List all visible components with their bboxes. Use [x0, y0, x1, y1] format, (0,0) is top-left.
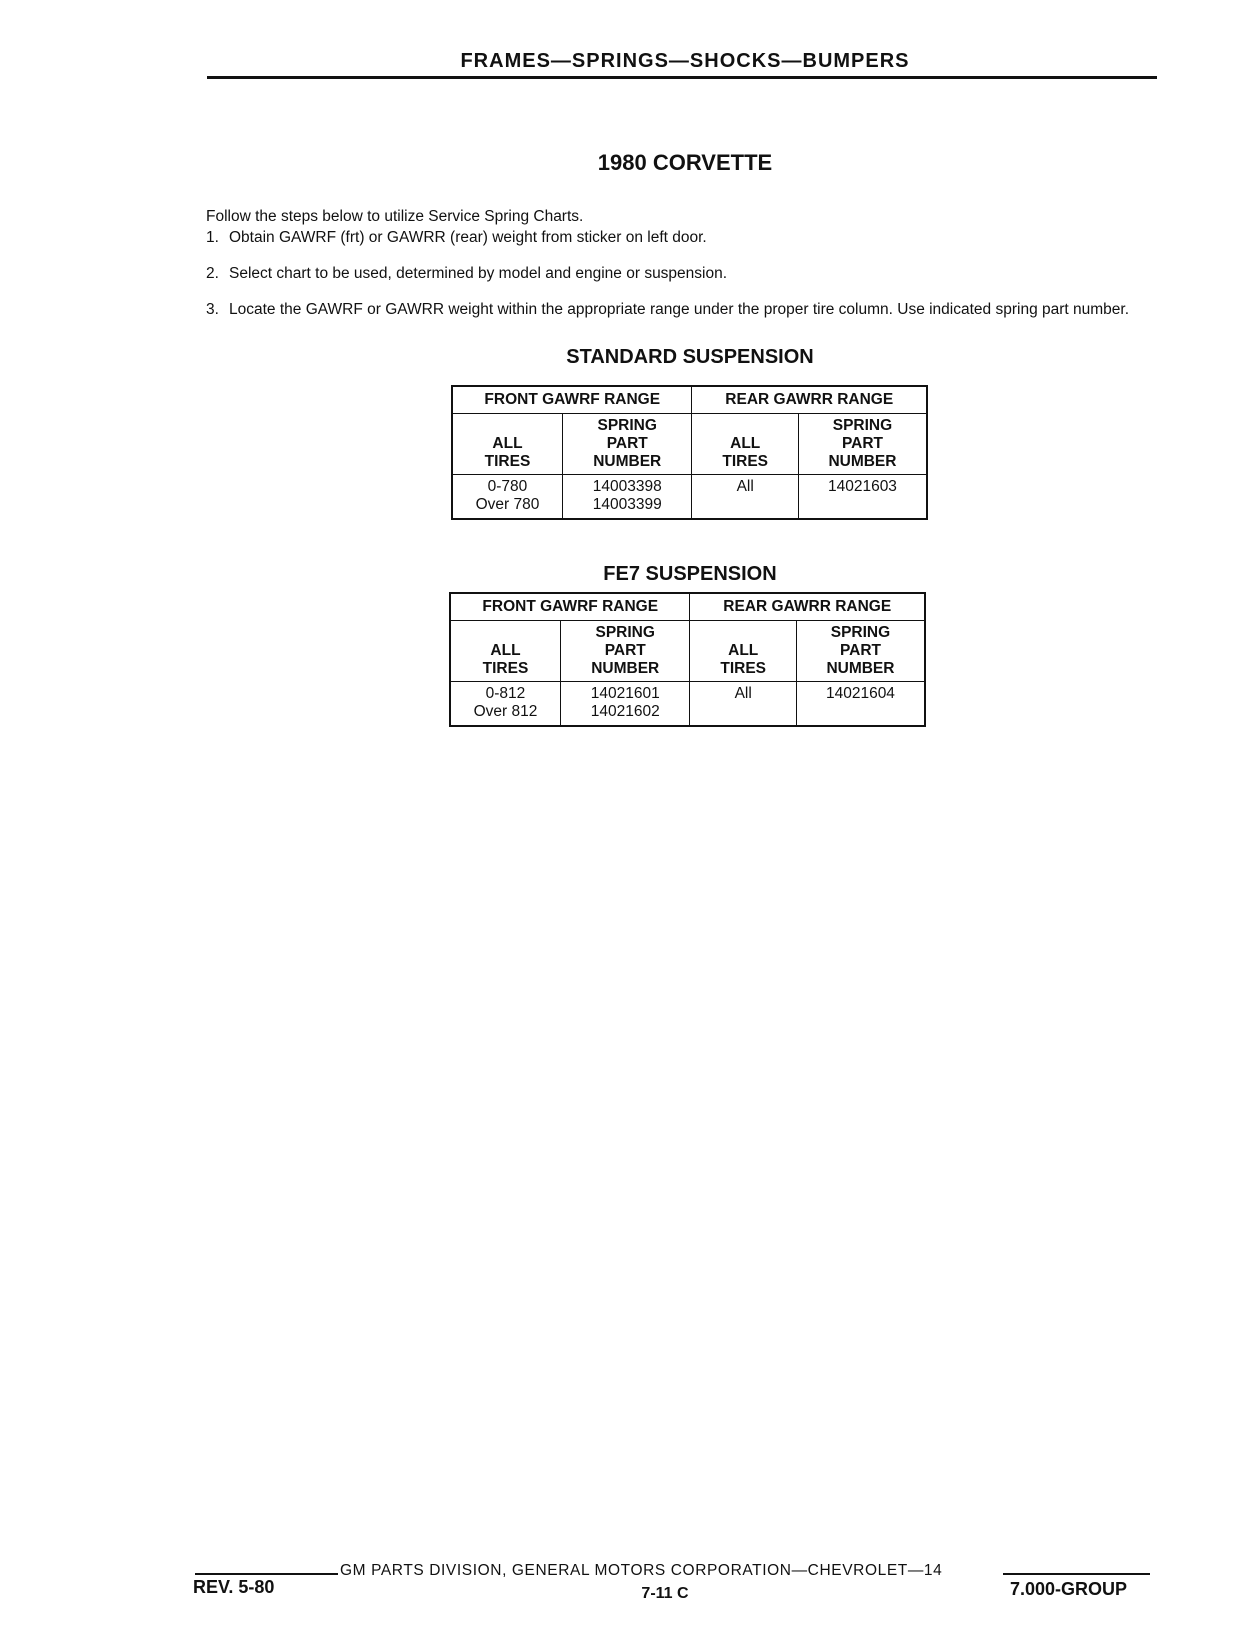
header-line: NUMBER [828, 453, 897, 470]
front-tires-header [450, 621, 560, 682]
step-number: 1. [206, 229, 219, 246]
front-range-cell [452, 475, 562, 520]
header-line: ALL [728, 642, 759, 659]
rear-part-header [798, 414, 927, 475]
range-value: 0-812 [485, 685, 526, 702]
header-line: TIRES [484, 453, 531, 470]
front-part-header [562, 414, 692, 475]
header-line: PART [839, 642, 881, 659]
rear-part-cell [798, 475, 927, 520]
standard-suspension-table [451, 385, 928, 520]
front-part-cell [562, 475, 692, 520]
header-line: PART [604, 642, 646, 659]
front-tires-header [452, 414, 562, 475]
rear-range-cell [692, 475, 798, 520]
header-line: TIRES [482, 660, 529, 677]
front-range-header: FRONT GAWRF RANGE [452, 386, 692, 414]
range-value: Over 780 [475, 496, 540, 513]
range-value: Over 812 [473, 703, 538, 720]
header-line: SPRING [595, 624, 655, 641]
part-number: 14003399 [592, 496, 662, 513]
rear-part-header [796, 621, 925, 682]
header-line: NUMBER [593, 453, 662, 470]
header-line: TIRES [722, 453, 769, 470]
part-number: 14021601 [590, 685, 660, 702]
footer-rule-left [195, 1573, 338, 1575]
header-line: SPRING [830, 624, 891, 641]
step-text: Select chart to be used, determined by model and engine or suspension. [229, 265, 728, 282]
header-line: PART [606, 435, 648, 452]
footer-rule-right [1003, 1573, 1150, 1575]
rear-part-cell [796, 682, 925, 727]
range-value: All [734, 685, 752, 702]
fe7-suspension-table [449, 592, 926, 727]
header-line: ALL [490, 642, 521, 659]
step-2 [206, 265, 1166, 283]
footer-group: 7.000-GROUP [1010, 1579, 1128, 1599]
step-3 [206, 301, 1166, 319]
range-value: All [736, 478, 754, 495]
part-number: 14003398 [592, 478, 662, 495]
range-value: 0-780 [487, 478, 528, 495]
rear-tires-header [692, 414, 798, 475]
header-line: SPRING [832, 417, 893, 434]
header-line: ALL [730, 435, 761, 452]
front-part-header [560, 621, 690, 682]
step-text: Obtain GAWRF (frt) or GAWRR (rear) weight from sticker on left door. [229, 229, 707, 246]
front-part-cell [560, 682, 690, 727]
footer-page-number: 7-11 C [641, 1585, 689, 1602]
header-rule [207, 76, 1157, 79]
footer-revision: REV. 5-80 [193, 1577, 275, 1597]
part-number: 14021602 [590, 703, 660, 720]
rear-range-cell [690, 682, 796, 727]
front-range-cell [450, 682, 560, 727]
rear-range-header: REAR GAWRR RANGE [692, 386, 927, 414]
step-text: Locate the GAWRF or GAWRR weight within the appropriate range under the proper tire column. Use indicated spring part number. [229, 301, 1130, 318]
step-number: 3. [206, 301, 219, 318]
footer-publisher: GM PARTS DIVISION, GENERAL MOTORS CORPORATION—CHEVROLET—14 [340, 1562, 943, 1579]
part-number: 14021604 [825, 685, 895, 702]
step-1 [206, 229, 1166, 247]
intro-text: Follow the steps below to utilize Service Spring Charts. [206, 208, 584, 225]
rear-range-header: REAR GAWRR RANGE [690, 593, 925, 621]
part-number: 14021603 [827, 478, 897, 495]
page-title: 1980 CORVETTE [597, 150, 773, 175]
header-line: NUMBER [826, 660, 895, 677]
front-range-header: FRONT GAWRF RANGE [450, 593, 690, 621]
rear-tires-header [690, 621, 796, 682]
step-number: 2. [206, 265, 219, 282]
header-line: ALL [492, 435, 523, 452]
header-line: SPRING [597, 417, 657, 434]
header-line: PART [841, 435, 883, 452]
section-header-title: FRAMES—SPRINGS—SHOCKS—BUMPERS [460, 50, 910, 72]
table-title-standard: STANDARD SUSPENSION [566, 346, 814, 368]
table-title-fe7: FE7 SUSPENSION [603, 563, 777, 585]
header-line: TIRES [720, 660, 767, 677]
header-line: NUMBER [591, 660, 660, 677]
